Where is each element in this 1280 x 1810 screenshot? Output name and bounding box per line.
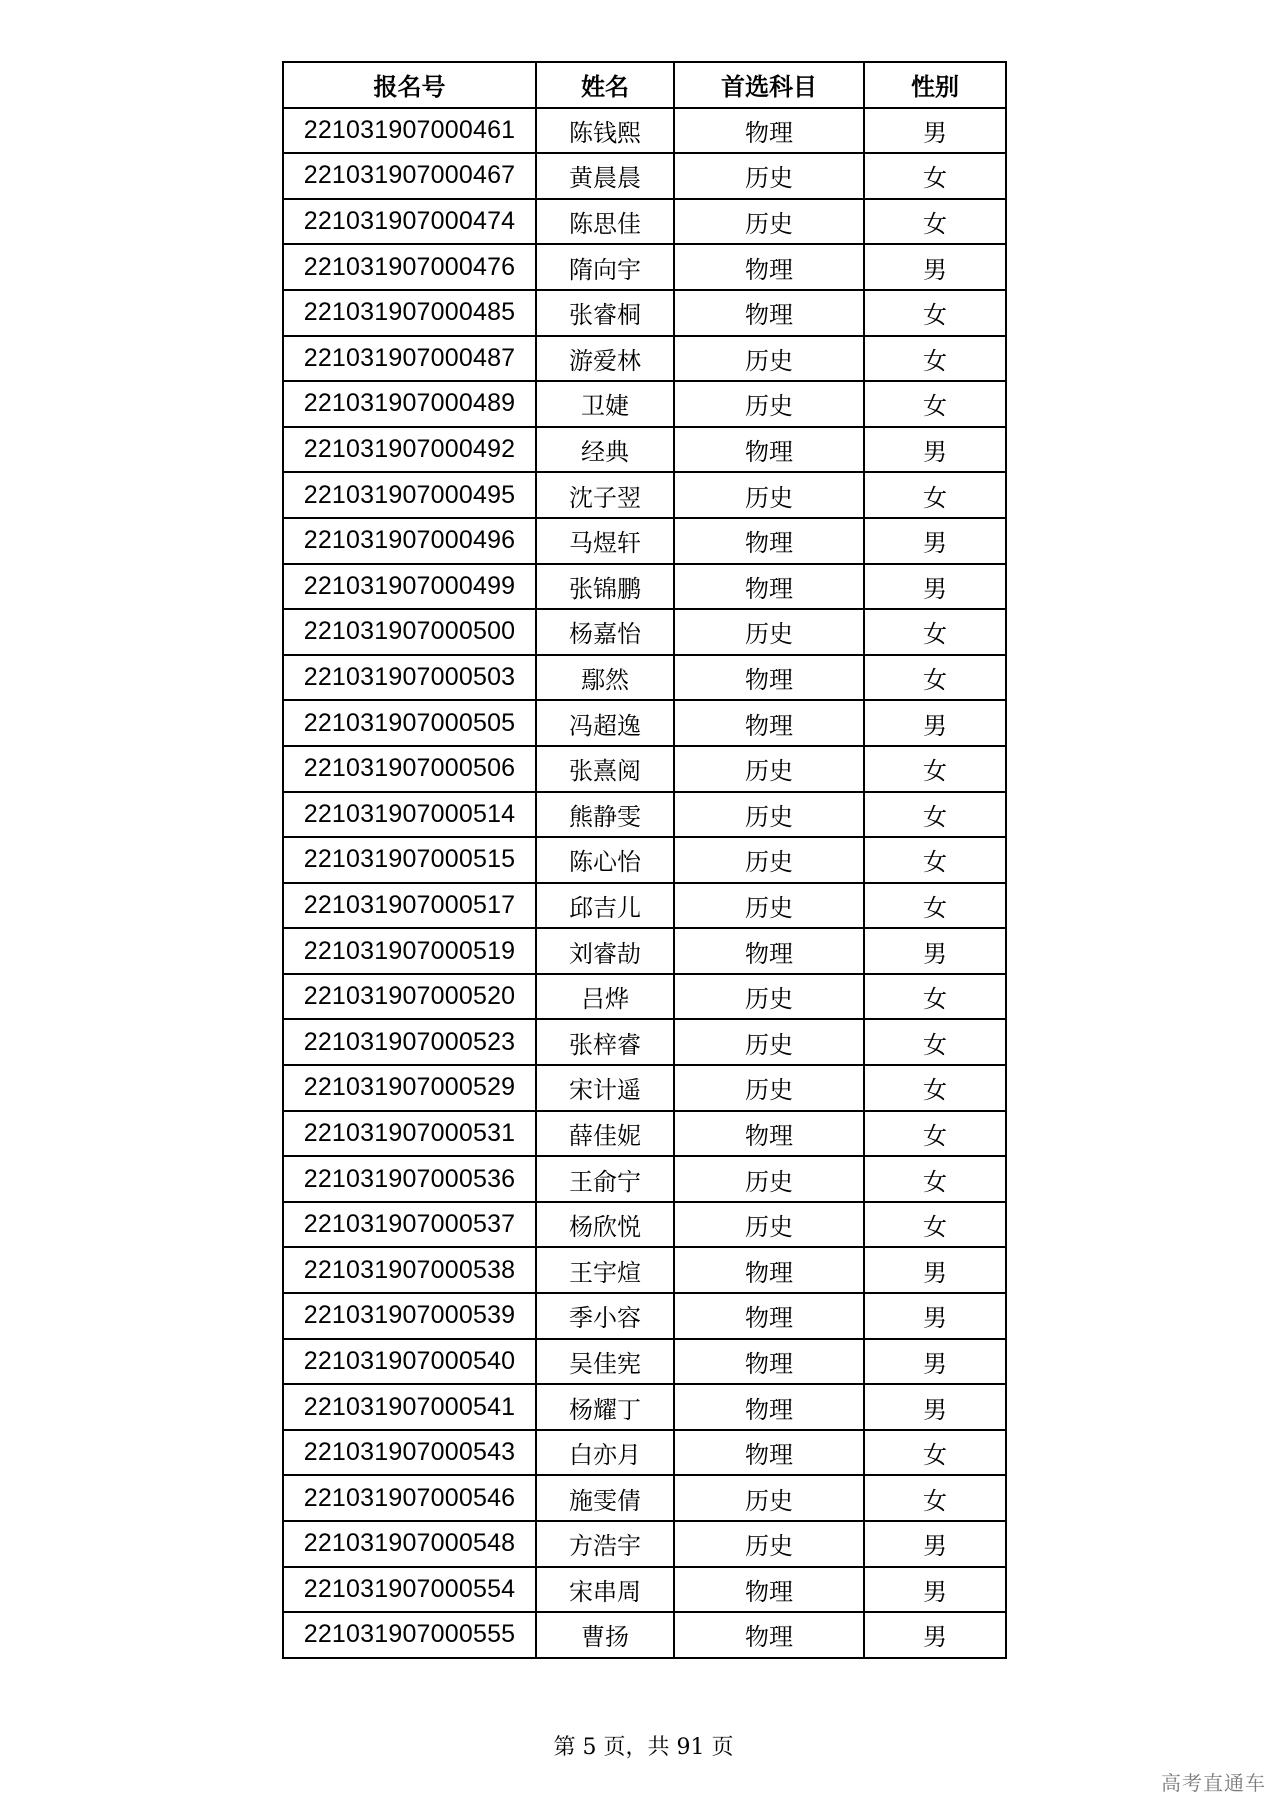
registration-number-cell: 221031907000540 — [283, 1339, 536, 1385]
name-cell: 黄晨晨 — [536, 153, 674, 199]
name-cell: 隋向宇 — [536, 244, 674, 290]
table-row — [283, 883, 1006, 929]
table-row — [283, 792, 1006, 838]
subject-cell: 历史 — [674, 792, 864, 838]
table-row — [283, 1156, 1006, 1202]
gender-cell: 男 — [864, 1339, 1006, 1385]
table-row — [283, 564, 1006, 610]
name-cell: 宋计遥 — [536, 1065, 674, 1111]
roster-table-body — [283, 108, 1006, 1658]
subject-cell: 历史 — [674, 472, 864, 518]
table-row — [283, 837, 1006, 883]
registration-number-cell: 221031907000506 — [283, 746, 536, 792]
subject-cell: 历史 — [674, 1019, 864, 1065]
registration-number-cell: 221031907000499 — [283, 564, 536, 610]
gender-cell: 男 — [864, 1612, 1006, 1658]
subject-cell: 历史 — [674, 746, 864, 792]
table-row — [283, 1202, 1006, 1248]
subject-cell: 物理 — [674, 655, 864, 701]
registration-number-cell: 221031907000515 — [283, 837, 536, 883]
subject-cell: 物理 — [674, 1612, 864, 1658]
table-row — [283, 1111, 1006, 1157]
name-cell: 薛佳妮 — [536, 1111, 674, 1157]
registration-number-cell: 221031907000529 — [283, 1065, 536, 1111]
watermark-logo-text: 高考直通车 — [1161, 1771, 1266, 1795]
gender-cell: 女 — [864, 1475, 1006, 1521]
registration-number-cell: 221031907000500 — [283, 609, 536, 655]
gender-cell: 女 — [864, 974, 1006, 1020]
table-row — [283, 1065, 1006, 1111]
subject-cell: 历史 — [674, 199, 864, 245]
gender-cell: 男 — [864, 700, 1006, 746]
gender-cell: 女 — [864, 746, 1006, 792]
table-row — [283, 1384, 1006, 1430]
gender-cell: 女 — [864, 336, 1006, 382]
name-cell: 吕烨 — [536, 974, 674, 1020]
subject-cell: 物理 — [674, 290, 864, 336]
registration-number-cell: 221031907000517 — [283, 883, 536, 929]
gender-cell: 女 — [864, 199, 1006, 245]
gender-cell: 男 — [864, 518, 1006, 564]
table-row — [283, 518, 1006, 564]
subject-cell: 物理 — [674, 244, 864, 290]
registration-number-cell: 221031907000537 — [283, 1202, 536, 1248]
subject-cell: 历史 — [674, 837, 864, 883]
registration-number-cell: 221031907000555 — [283, 1612, 536, 1658]
table-row — [283, 381, 1006, 427]
subject-cell: 物理 — [674, 1293, 864, 1339]
subject-cell: 历史 — [674, 153, 864, 199]
registration-number-cell: 221031907000476 — [283, 244, 536, 290]
name-cell: 张锦鹏 — [536, 564, 674, 610]
gender-cell: 女 — [864, 837, 1006, 883]
registration-number-cell: 221031907000541 — [283, 1384, 536, 1430]
gender-cell: 女 — [864, 1430, 1006, 1476]
table-row — [283, 974, 1006, 1020]
registration-number-cell: 221031907000461 — [283, 108, 536, 154]
name-cell: 陈钱熙 — [536, 108, 674, 154]
gender-cell: 男 — [864, 928, 1006, 974]
gender-cell: 男 — [864, 1567, 1006, 1613]
subject-cell: 历史 — [674, 1156, 864, 1202]
gender-cell: 女 — [864, 883, 1006, 929]
table-row — [283, 700, 1006, 746]
registration-number-cell: 221031907000505 — [283, 700, 536, 746]
registration-number-cell: 221031907000554 — [283, 1567, 536, 1613]
name-cell: 季小容 — [536, 1293, 674, 1339]
name-cell: 曹扬 — [536, 1612, 674, 1658]
table-row — [283, 928, 1006, 974]
gender-cell: 男 — [864, 108, 1006, 154]
name-cell: 熊静雯 — [536, 792, 674, 838]
subject-cell: 历史 — [674, 1202, 864, 1248]
table-row — [283, 1293, 1006, 1339]
gender-cell: 男 — [864, 1521, 1006, 1567]
registration-number-cell: 221031907000496 — [283, 518, 536, 564]
subject-cell: 物理 — [674, 1384, 864, 1430]
name-cell: 宋串周 — [536, 1567, 674, 1613]
name-cell: 卫婕 — [536, 381, 674, 427]
name-cell: 王俞宁 — [536, 1156, 674, 1202]
gender-cell: 女 — [864, 290, 1006, 336]
table-header-row — [283, 62, 1006, 108]
subject-cell: 物理 — [674, 700, 864, 746]
gender-cell: 女 — [864, 1111, 1006, 1157]
registration-number-cell: 221031907000519 — [283, 928, 536, 974]
registration-number-cell: 221031907000520 — [283, 974, 536, 1020]
subject-cell: 历史 — [674, 1065, 864, 1111]
name-cell: 施雯倩 — [536, 1475, 674, 1521]
page-number-footer: 第 5 页，共 91 页 — [553, 1735, 734, 1760]
subject-cell: 物理 — [674, 1567, 864, 1613]
gender-cell: 女 — [864, 1065, 1006, 1111]
gender-cell: 女 — [864, 381, 1006, 427]
table-row — [283, 244, 1006, 290]
name-cell: 白亦月 — [536, 1430, 674, 1476]
gender-cell: 女 — [864, 655, 1006, 701]
subject-cell: 历史 — [674, 609, 864, 655]
registration-number-cell: 221031907000467 — [283, 153, 536, 199]
name-cell: 沈子翌 — [536, 472, 674, 518]
gender-cell: 女 — [864, 153, 1006, 199]
table-row — [283, 1612, 1006, 1658]
header-name: 姓名 — [536, 62, 674, 108]
name-cell: 张熹阅 — [536, 746, 674, 792]
roster-table — [282, 61, 1007, 1659]
roster-table-container — [282, 61, 1005, 1659]
subject-cell: 历史 — [674, 1475, 864, 1521]
gender-cell: 男 — [864, 1384, 1006, 1430]
name-cell: 王宇煊 — [536, 1247, 674, 1293]
table-row — [283, 1430, 1006, 1476]
table-row — [283, 472, 1006, 518]
name-cell: 鄢然 — [536, 655, 674, 701]
table-row — [283, 153, 1006, 199]
subject-cell: 物理 — [674, 108, 864, 154]
registration-number-cell: 221031907000495 — [283, 472, 536, 518]
table-row — [283, 1521, 1006, 1567]
gender-cell: 男 — [864, 427, 1006, 473]
table-row — [283, 1339, 1006, 1385]
name-cell: 经典 — [536, 427, 674, 473]
table-row — [283, 1567, 1006, 1613]
subject-cell: 物理 — [674, 1111, 864, 1157]
name-cell: 吴佳宪 — [536, 1339, 674, 1385]
name-cell: 杨耀丁 — [536, 1384, 674, 1430]
table-row — [283, 336, 1006, 382]
header-gender: 性别 — [864, 62, 1006, 108]
header-registration-number: 报名号 — [283, 62, 536, 108]
subject-cell: 物理 — [674, 518, 864, 564]
gender-cell: 男 — [864, 1247, 1006, 1293]
table-row — [283, 108, 1006, 154]
name-cell: 陈心怡 — [536, 837, 674, 883]
table-row — [283, 655, 1006, 701]
subject-cell: 历史 — [674, 381, 864, 427]
name-cell: 刘睿劼 — [536, 928, 674, 974]
registration-number-cell: 221031907000487 — [283, 336, 536, 382]
registration-number-cell: 221031907000514 — [283, 792, 536, 838]
gender-cell: 女 — [864, 792, 1006, 838]
registration-number-cell: 221031907000546 — [283, 1475, 536, 1521]
subject-cell: 物理 — [674, 1430, 864, 1476]
name-cell: 陈思佳 — [536, 199, 674, 245]
name-cell: 杨欣悦 — [536, 1202, 674, 1248]
subject-cell: 物理 — [674, 928, 864, 974]
subject-cell: 历史 — [674, 1521, 864, 1567]
subject-cell: 历史 — [674, 883, 864, 929]
table-row — [283, 1019, 1006, 1065]
table-row — [283, 746, 1006, 792]
name-cell: 邱吉儿 — [536, 883, 674, 929]
registration-number-cell: 221031907000489 — [283, 381, 536, 427]
gender-cell: 男 — [864, 1293, 1006, 1339]
gender-cell: 女 — [864, 1019, 1006, 1065]
registration-number-cell: 221031907000536 — [283, 1156, 536, 1202]
name-cell: 游爱林 — [536, 336, 674, 382]
gender-cell: 女 — [864, 1156, 1006, 1202]
subject-cell: 历史 — [674, 336, 864, 382]
subject-cell: 物理 — [674, 1247, 864, 1293]
gender-cell: 男 — [864, 244, 1006, 290]
name-cell: 张梓睿 — [536, 1019, 674, 1065]
gender-cell: 女 — [864, 609, 1006, 655]
table-row — [283, 290, 1006, 336]
gender-cell: 男 — [864, 564, 1006, 610]
registration-number-cell: 221031907000485 — [283, 290, 536, 336]
subject-cell: 物理 — [674, 564, 864, 610]
name-cell: 冯超逸 — [536, 700, 674, 746]
subject-cell: 物理 — [674, 1339, 864, 1385]
subject-cell: 物理 — [674, 427, 864, 473]
registration-number-cell: 221031907000474 — [283, 199, 536, 245]
name-cell: 杨嘉怡 — [536, 609, 674, 655]
registration-number-cell: 221031907000503 — [283, 655, 536, 701]
registration-number-cell: 221031907000538 — [283, 1247, 536, 1293]
table-row — [283, 609, 1006, 655]
table-row — [283, 1247, 1006, 1293]
registration-number-cell: 221031907000543 — [283, 1430, 536, 1476]
header-preferred-subject: 首选科目 — [674, 62, 864, 108]
gender-cell: 女 — [864, 1202, 1006, 1248]
registration-number-cell: 221031907000548 — [283, 1521, 536, 1567]
table-row — [283, 1475, 1006, 1521]
table-row — [283, 427, 1006, 473]
registration-number-cell: 221031907000523 — [283, 1019, 536, 1065]
registration-number-cell: 221031907000539 — [283, 1293, 536, 1339]
name-cell: 张睿桐 — [536, 290, 674, 336]
name-cell: 马煜轩 — [536, 518, 674, 564]
registration-number-cell: 221031907000492 — [283, 427, 536, 473]
name-cell: 方浩宇 — [536, 1521, 674, 1567]
registration-number-cell: 221031907000531 — [283, 1111, 536, 1157]
subject-cell: 历史 — [674, 974, 864, 1020]
gender-cell: 女 — [864, 472, 1006, 518]
table-row — [283, 199, 1006, 245]
